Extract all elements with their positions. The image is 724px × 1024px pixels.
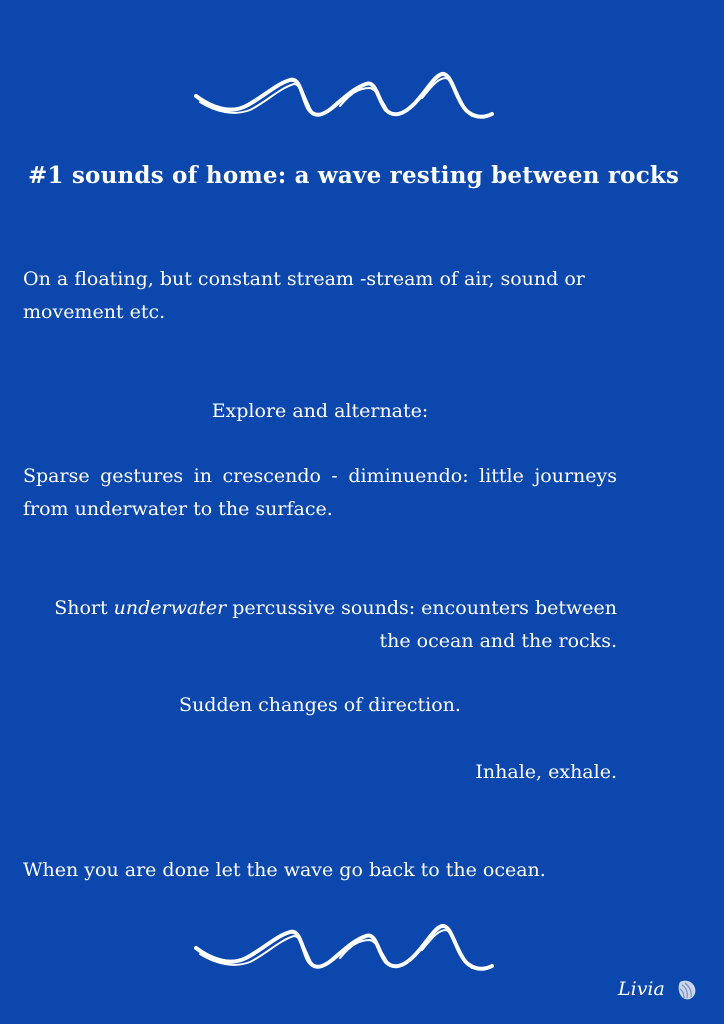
- top-wave-icon: [190, 68, 496, 128]
- short-sounds-paragraph: [23, 592, 617, 658]
- short-sounds-prefix: Short: [54, 597, 114, 619]
- closing-paragraph: When you are done let the wave go back to the ocean.: [23, 859, 546, 881]
- short-sounds-rest: percussive sounds: encounters between the ocean and the rocks.: [226, 597, 617, 652]
- underwater-emphasis: underwater: [113, 597, 227, 619]
- explore-paragraph: Explore and alternate:: [211, 400, 429, 422]
- inhale-exhale-paragraph: Inhale, exhale.: [475, 761, 617, 783]
- sudden-changes-paragraph: Sudden changes of direction.: [179, 694, 461, 716]
- page-title: #1 sounds of home: a wave resting between rocks: [28, 162, 680, 189]
- signature: Livia: [618, 978, 665, 1000]
- sparse-gestures-paragraph: Sparse gestures in crescendo - diminuendo: little journeys from underwater to the surface.: [23, 465, 617, 520]
- floating-stream-paragraph: On a floating, but constant stream -stream of air, sound or movement etc.: [23, 268, 585, 323]
- shell-icon: [676, 978, 698, 1002]
- bottom-wave-icon: [190, 920, 496, 980]
